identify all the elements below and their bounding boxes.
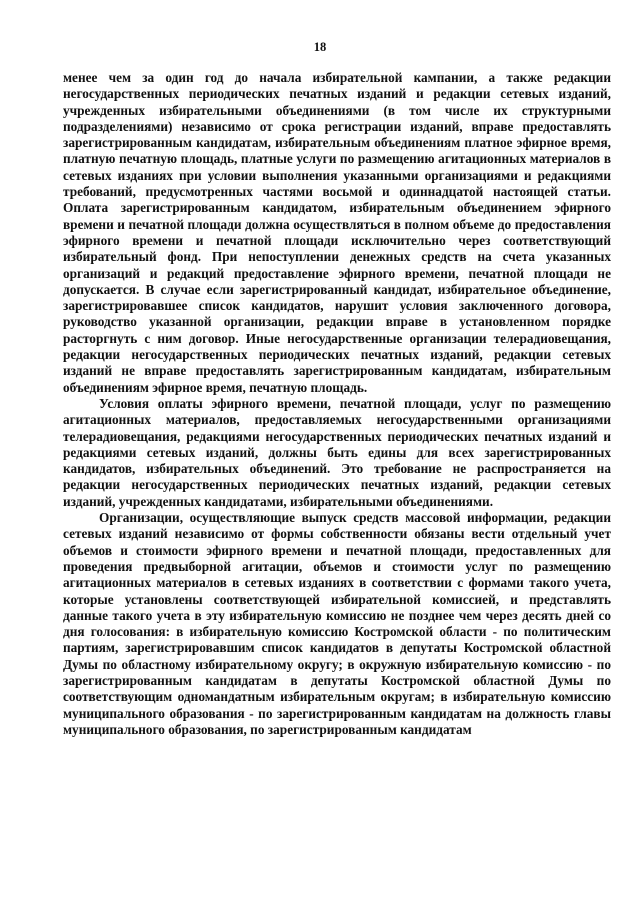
paragraph-payment-conditions: Условия оплаты эфирного времени, печатной площади, услуг по размещению агитационных материалов, предоставляемых негосударственными организациями телерадиовещания, редакциями негосударственных периодических печатных изданий и редакциями сетевых изданий, должны быть едины для всех зарегистрированных кандидатов, избирательных объединений. Это требование не распространяется на редакции негосударственных периодических печатных изданий, редакции сетевых изданий, учрежденных кандидатами, избирательными объединениями.: [63, 395, 611, 509]
page-number: 18: [313, 40, 327, 54]
paragraph-continuation: менее чем за один год до начала избирательной кампании, а также редакции негосударственных периодических печатных изданий и редакции сетевых изданий, учрежденных избирательными объединениями (в том числе их структурными подразделениями) независимо от срока регистрации изданий, вправе предоставлять зарегистрированным кандидатам, избирательным объединениям платное эфирное время, платную печатную площадь, платные услуги по размещению агитационных материалов в сетевых изданиях при условии выполнения указанными организациями и редакциями требований, предусмотренных частями восьмой и одиннадцатой настоящей статьи. Оплата зарегистрированным кандидатом, избирательным объединением эфирного времени и печатной площади должна осуществляться в полном объеме до предоставления эфирного времени и печатной площади исключительно через соответствующий избирательный фонд. При непоступлении денежных средств на счета указанных организаций и редакций предоставление эфирного времени, печатной площади не допускается. В случае если зарегистрированный кандидат, избирательное объединение, зарегистрировавшее список кандидатов, нарушит условия заключенного договора, руководство указанной организации, редакции вправе в установленном порядке расторгнуть с ним договор. Иные негосударственные организации телерадиовещания, редакции негосударственных периодических печатных изданий, редакции сетевых изданий не вправе предоставлять зарегистрированным кандидатам, избирательным объединениям эфирное время, печатную площадь.: [63, 70, 611, 395]
paragraph-media-accounting: Организации, осуществляющие выпуск средств массовой информации, редакции сетевых изданий независимо от формы собственности обязаны вести отдельный учет объемов и стоимости эфирного времени и печатной площади, предоставленных для проведения предвыборной агитации, объемов и стоимости услуг по размещению агитационных материалов в сетевых изданиях в соответствии с формами такого учета, которые установлены соответствующей избирательной комиссией, и представлять данные такого учета в эту избирательную комиссию не позднее чем через десять дней со дня голосования: в избирательную комиссию Костромской области - по политическим партиям, зарегистрировавшим список кандидатов в депутаты Костромской областной Думы по областному избирательному округу; в окружную избирательную комиссию - по зарегистрированным кандидатам в депутаты Костромской областной Думы по соответствующим одномандатным избирательным округам; в избирательную комиссию муниципального образования - по зарегистрированным кандидатам на должность главы муниципального образования, по зарегистрированным кандидатам: [63, 510, 611, 737]
document-body: [63, 70, 611, 738]
